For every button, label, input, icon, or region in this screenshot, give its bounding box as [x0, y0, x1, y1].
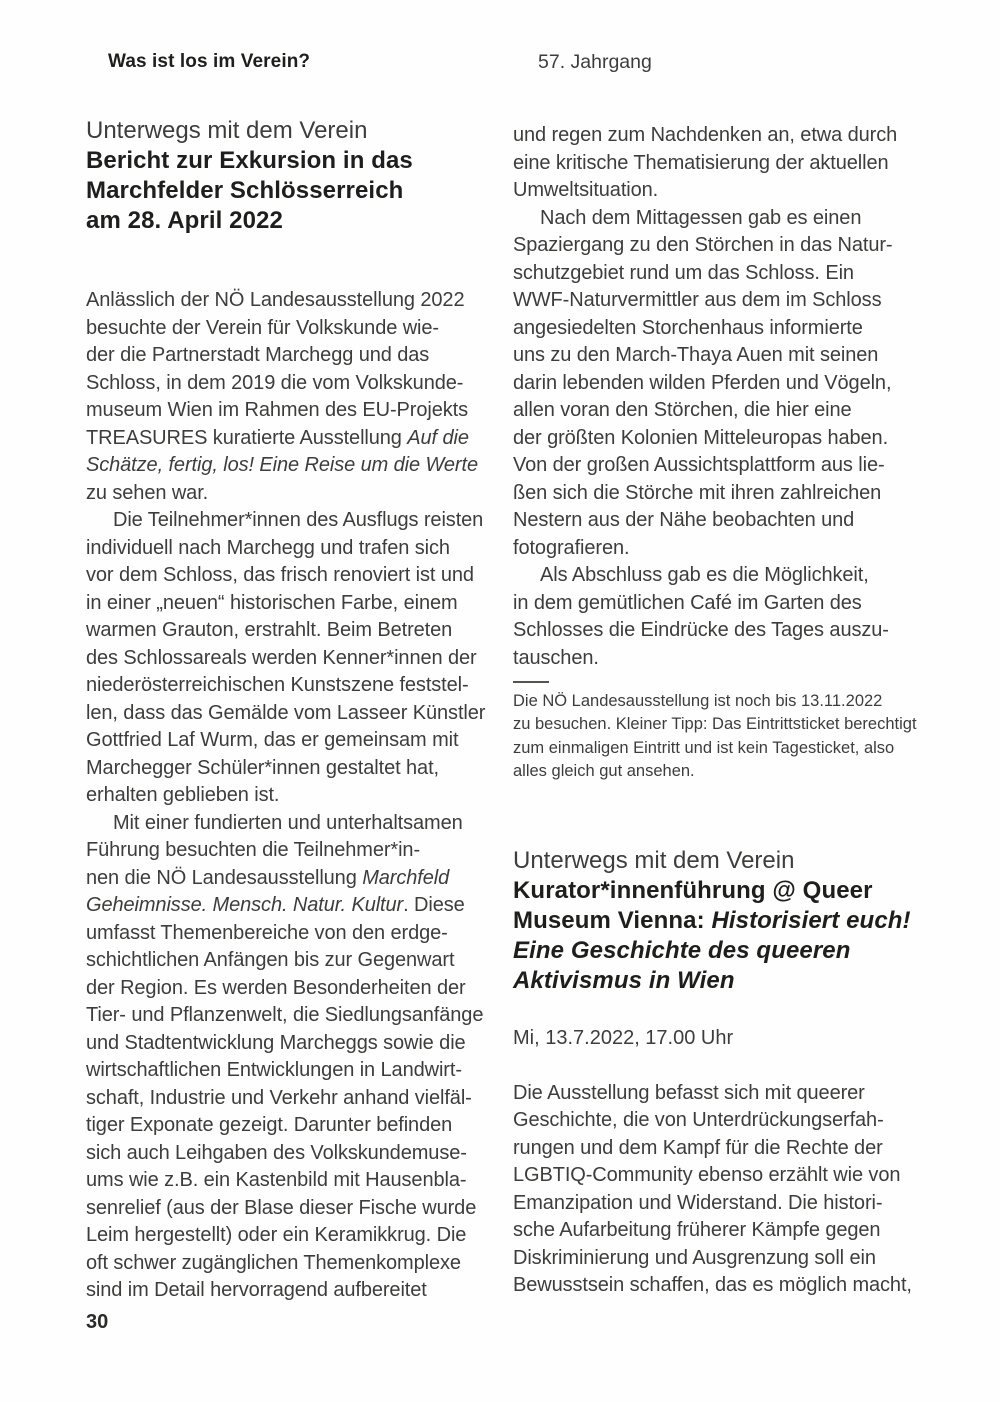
- text-run: Emanzipation und Widerstand. Die histori-: [513, 1191, 883, 1214]
- text-line: [513, 342, 933, 370]
- text-run: Marchfelder Schlösserreich: [86, 177, 404, 204]
- text-run: sind im Detail hervorragend aufbereitet: [86, 1279, 427, 1301]
- text-line: [86, 206, 488, 236]
- article2-kicker: Unterwegs mit dem Verein: [513, 847, 795, 875]
- text-line: [86, 755, 488, 783]
- text-run: Marchfeld: [362, 866, 450, 889]
- text-run: der Region. Es werden Besonderheiten der: [86, 976, 466, 999]
- text-run: niederösterreichischen Kunstszene feststel-: [86, 674, 469, 696]
- text-run: uns zu den March-Thaya Auen mit seinen: [513, 344, 879, 366]
- text-line: [86, 287, 488, 315]
- text-line: [513, 936, 933, 966]
- text-line: [513, 906, 933, 936]
- text-line: [86, 1167, 488, 1195]
- page-number: 30: [86, 1311, 109, 1333]
- text-run: Leim hergestellt) oder ein Keramikkrug. Die: [86, 1224, 467, 1246]
- text-run: nen die NÖ Landesausstellung: [86, 866, 363, 889]
- text-line: [86, 865, 488, 893]
- text-line: [86, 892, 488, 920]
- paragraph: [86, 507, 488, 810]
- text-run: individuell nach Marchegg und trafen sich: [86, 536, 450, 559]
- text-run: Tier- und Pflanzenwelt, die Siedlungsanfänge: [86, 1004, 484, 1026]
- text-line: [513, 507, 933, 535]
- text-run: schaft, Industrie und Verkehr anhand vielfäl-: [86, 1086, 472, 1109]
- text-run: Als Abschluss gab es die Möglichkeit,: [540, 564, 869, 586]
- text-line: [86, 425, 488, 453]
- paragraph: [513, 205, 933, 563]
- text-run: Anlässlich der NÖ Landesausstellung 2022: [86, 289, 465, 311]
- text-run: schichtlichen Anfängen bis zur Gegenwart: [86, 949, 455, 971]
- article1-footnote: [513, 690, 933, 783]
- paragraph: [86, 810, 488, 1305]
- text-run: erhalten geblieben ist.: [86, 784, 280, 806]
- text-line: [86, 947, 488, 975]
- text-run: eine kritische Thematisierung der aktuellen: [513, 151, 889, 174]
- text-run: rungen und dem Kampf für die Rechte der: [513, 1136, 883, 1159]
- running-header-volume: 57. Jahrgang: [538, 51, 652, 73]
- text-line: [513, 370, 933, 398]
- text-line: [86, 645, 488, 673]
- text-line: [513, 1162, 933, 1190]
- text-line: [513, 315, 933, 343]
- paragraph: [513, 562, 933, 672]
- text-run: Schätze, fertig, los! Eine Reise um die Werte: [86, 454, 478, 476]
- text-run: ums wie z.B. ein Kastenbild mit Hausenbla-: [86, 1169, 467, 1191]
- text-line: [513, 590, 933, 618]
- text-line: [86, 1140, 488, 1168]
- text-line: [86, 1250, 488, 1278]
- text-run: zu sehen war.: [86, 481, 209, 504]
- text-line: [86, 315, 488, 343]
- text-line: [513, 1190, 933, 1218]
- text-line: [86, 672, 488, 700]
- text-run: Gottfried Laf Wurm, das er gemeinsam mit: [86, 729, 459, 751]
- text-line: [86, 397, 488, 425]
- text-run: und regen zum Nachdenken an, etwa durch: [513, 124, 898, 146]
- text-run: fotografieren.: [513, 536, 630, 559]
- text-run: allen voran den Störchen, die hier eine: [513, 399, 852, 421]
- text-line: [513, 1217, 933, 1245]
- text-run: warmen Grauton, erstrahlt. Beim Betreten: [86, 619, 453, 641]
- text-run: der die Partnerstadt Marchegg und das: [86, 344, 430, 366]
- text-run: in dem gemütlichen Café im Garten des: [513, 591, 862, 614]
- text-run: alles gleich gut ansehen.: [513, 761, 695, 780]
- text-run: darin lebenden wilden Pferden und Vögeln,: [513, 371, 892, 394]
- text-run: oft schwer zugänglichen Themenkomplexe: [86, 1251, 461, 1274]
- text-run: sich auch Leihgaben des Volkskundemuse-: [86, 1141, 467, 1164]
- text-line: [513, 122, 933, 150]
- text-run: Geheimnisse. Mensch. Natur. Kultur: [86, 894, 404, 916]
- text-run: Auf die: [407, 426, 469, 449]
- text-line: [86, 590, 488, 618]
- text-run: schutzgebiet rund um das Schloss. Ein: [513, 261, 854, 284]
- article2-body: [513, 1080, 933, 1300]
- text-line: [86, 507, 488, 535]
- text-run: Bewusstsein schaffen, das es möglich macht,: [513, 1274, 912, 1297]
- text-line: [86, 452, 488, 480]
- text-line: [86, 1277, 488, 1305]
- text-line: [86, 342, 488, 370]
- text-line: [86, 700, 488, 728]
- text-line: [513, 1272, 933, 1300]
- text-run: Geschichte, die von Unterdrückungserfah-: [513, 1109, 884, 1132]
- text-line: [513, 150, 933, 178]
- text-line: [86, 1030, 488, 1058]
- text-line: [513, 205, 933, 233]
- text-line: [86, 837, 488, 865]
- text-line: [513, 966, 933, 996]
- paragraph: [86, 287, 488, 507]
- text-run: tiger Exponate gezeigt. Darunter befinden: [86, 1114, 453, 1136]
- text-run: der größten Kolonien Mitteleuropas haben.: [513, 426, 889, 449]
- text-line: [86, 727, 488, 755]
- text-line: [86, 1085, 488, 1113]
- text-run: ßen sich die Störche mit ihren zahlreichen: [513, 481, 882, 504]
- text-run: Eine Geschichte des queeren: [513, 937, 851, 965]
- text-run: len, dass das Gemälde vom Lasseer Künstler: [86, 701, 486, 724]
- text-run: Mit einer fundierten und unterhaltsamen: [113, 811, 463, 834]
- text-line: [513, 397, 933, 425]
- text-line: [513, 1107, 933, 1135]
- text-line: [513, 760, 933, 783]
- running-header-section: Was ist los im Verein?: [108, 51, 311, 72]
- article1-body-right: [513, 122, 933, 672]
- text-run: und Stadtentwicklung Marcheggs sowie die: [86, 1031, 466, 1054]
- text-run: Führung besuchten die Teilnehmer*in-: [86, 839, 421, 861]
- text-line: [86, 1195, 488, 1223]
- text-run: Die Teilnehmer*innen des Ausflugs reisten: [113, 509, 484, 531]
- text-run: Museum Vienna:: [513, 907, 712, 935]
- text-run: Die NÖ Landesausstellung ist noch bis 13.11.2022: [513, 692, 883, 710]
- footnote-divider: [513, 681, 549, 683]
- text-run: vor dem Schloss, das frisch renoviert ist und: [86, 564, 474, 586]
- text-line: [513, 1135, 933, 1163]
- paragraph: [513, 122, 933, 205]
- text-run: sche Aufarbeitung früherer Kämpfe gegen: [513, 1219, 881, 1242]
- text-run: umfasst Themenbereiche von den erdge-: [86, 921, 448, 944]
- text-line: [513, 1245, 933, 1273]
- text-line: [513, 617, 933, 645]
- text-run: senrelief (aus der Blase dieser Fische wurde: [86, 1196, 477, 1219]
- article2-date: Mi, 13.7.2022, 17.00 Uhr: [513, 1027, 734, 1050]
- text-run: des Schlossareals werden Kenner*innen der: [86, 646, 477, 669]
- text-line: [513, 1080, 933, 1108]
- text-line: [86, 146, 488, 176]
- text-line: [86, 562, 488, 590]
- text-line: [513, 737, 933, 760]
- article1-title: [86, 146, 488, 236]
- text-run: Diskriminierung und Ausgrenzung soll ein: [513, 1246, 876, 1269]
- text-line: [86, 617, 488, 645]
- paragraph: [513, 1080, 933, 1300]
- text-run: Schlosses die Eindrücke des Tages auszu-: [513, 619, 889, 641]
- text-line: [86, 1002, 488, 1030]
- text-run: Marchegger Schüler*innen gestaltet hat,: [86, 756, 439, 779]
- text-run: Nach dem Mittagessen gab es einen: [540, 206, 862, 229]
- text-run: Nestern aus der Nähe beobachten und: [513, 509, 855, 531]
- text-run: Schloss, in dem 2019 die vom Volkskunde-: [86, 371, 464, 394]
- text-run: Spaziergang zu den Störchen in das Natur-: [513, 234, 893, 256]
- text-line: [86, 1112, 488, 1140]
- text-line: [513, 260, 933, 288]
- left-column: [86, 116, 488, 1305]
- text-run: LGBTIQ-Community ebenso erzählt wie von: [513, 1164, 901, 1187]
- text-line: [513, 177, 933, 205]
- text-run: in einer „neuen“ historischen Farbe, einem: [86, 591, 458, 614]
- text-run: Bericht zur Exkursion in das: [86, 147, 413, 174]
- text-line: [513, 287, 933, 315]
- text-run: Die Ausstellung befasst sich mit queerer: [513, 1081, 865, 1104]
- text-run: tauschen.: [513, 646, 599, 669]
- text-line: [86, 176, 488, 206]
- text-run: WWF-Naturvermittler aus dem im Schloss: [513, 289, 882, 311]
- text-run: wirtschaftlichen Entwicklungen in Landwirt-: [86, 1059, 462, 1081]
- text-line: [86, 975, 488, 1003]
- right-column: [513, 122, 933, 1300]
- text-run: Historisiert euch!: [711, 907, 911, 935]
- text-line: [513, 690, 933, 713]
- text-line: [86, 480, 488, 508]
- article1-body-left: [86, 287, 488, 1305]
- article1-kicker: Unterwegs mit dem Verein: [86, 117, 368, 144]
- text-run: TREASURES kuratierte Ausstellung: [86, 426, 408, 449]
- text-line: [513, 480, 933, 508]
- text-run: Kurator*innenführung @ Queer: [513, 877, 873, 905]
- text-run: am 28. April 2022: [86, 207, 283, 234]
- text-line: [513, 713, 933, 736]
- text-line: [86, 1222, 488, 1250]
- text-line: [513, 452, 933, 480]
- text-line: [86, 370, 488, 398]
- text-line: [513, 562, 933, 590]
- text-line: [513, 645, 933, 673]
- text-line: [86, 782, 488, 810]
- text-run: besuchte der Verein für Volkskunde wie-: [86, 316, 439, 339]
- text-run: zu besuchen. Kleiner Tipp: Das Eintrittsticket berechtigt: [513, 715, 917, 734]
- text-run: . Diese: [403, 894, 465, 916]
- text-run: angesiedelten Storchenhaus informierte: [513, 316, 863, 339]
- text-line: [513, 535, 933, 563]
- text-line: [86, 535, 488, 563]
- text-run: Aktivismus in Wien: [513, 967, 735, 995]
- text-line: [513, 876, 933, 906]
- text-line: [513, 232, 933, 260]
- text-run: Von der großen Aussichtsplattform aus lie-: [513, 454, 885, 476]
- text-line: [86, 810, 488, 838]
- text-line: [86, 1057, 488, 1085]
- text-line: [86, 920, 488, 948]
- text-run: museum Wien im Rahmen des EU-Projekts: [86, 399, 468, 421]
- text-run: Umweltsituation.: [513, 179, 659, 201]
- text-line: [513, 425, 933, 453]
- article2-title: [513, 876, 933, 996]
- text-run: zum einmaligen Eintritt und ist kein Tagesticket, also: [513, 738, 895, 757]
